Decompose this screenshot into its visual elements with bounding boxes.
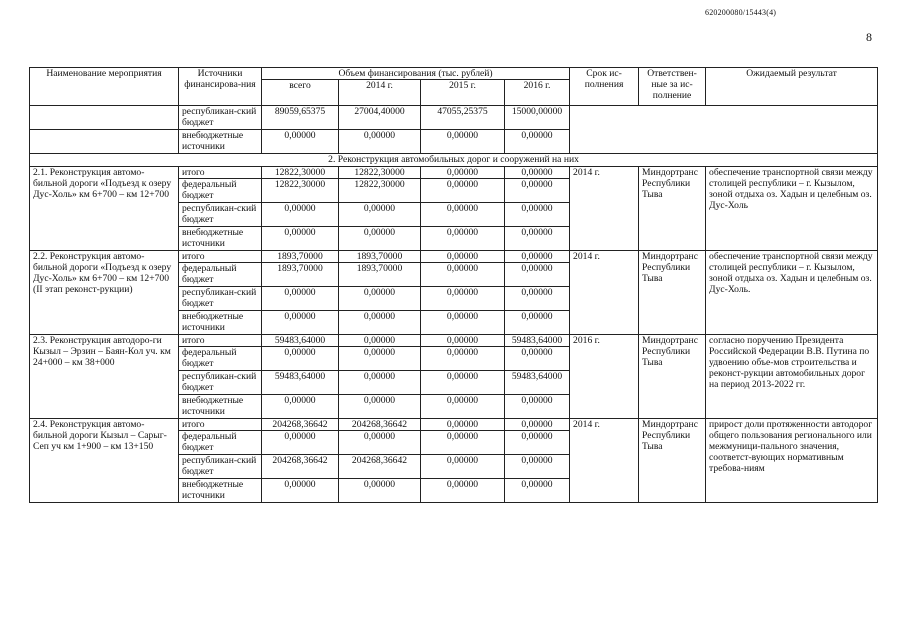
header-sources: Источники финансирова-ния	[179, 68, 262, 106]
empty-cell	[30, 130, 179, 154]
table-row	[30, 106, 878, 130]
total-cell: 0,00000	[262, 287, 339, 311]
year-2015-cell: 0,00000	[421, 431, 505, 455]
result-cell: обеспечение транспортной связи между столицей республики – г. Кызылом, зоной отдыха оз. Хадын и целебным оз. Дус-Холь.	[706, 251, 878, 335]
total-cell: 12822,30000	[262, 179, 339, 203]
year-2016-cell: 0,00000	[505, 203, 570, 227]
deadline-cell: 2014 г.	[570, 251, 639, 335]
source-cell: федеральный бюджет	[179, 431, 262, 455]
total-cell: 204268,36642	[262, 419, 339, 431]
year-2016-cell: 0,00000	[505, 431, 570, 455]
year-2014-cell: 1893,70000	[339, 263, 421, 287]
total-cell: 12822,30000	[262, 167, 339, 179]
year-2016-cell: 59483,64000	[505, 335, 570, 347]
source-cell: итого	[179, 419, 262, 431]
year-2015-cell: 0,00000	[421, 227, 505, 251]
source-cell: итого	[179, 335, 262, 347]
source-cell: внебюджетные источники	[179, 479, 262, 503]
year-2015-cell: 0,00000	[421, 311, 505, 335]
header-2016: 2016 г.	[505, 80, 570, 106]
source-cell: внебюджетные источники	[179, 227, 262, 251]
year-2015-cell: 47055,25375	[421, 106, 505, 130]
year-2015-cell: 0,00000	[421, 395, 505, 419]
total-cell: 89059,65375	[262, 106, 339, 130]
year-2015-cell: 0,00000	[421, 335, 505, 347]
year-2016-cell: 15000,00000	[505, 106, 570, 130]
year-2014-cell: 1893,70000	[339, 251, 421, 263]
year-2014-cell: 27004,40000	[339, 106, 421, 130]
total-cell: 1893,70000	[262, 251, 339, 263]
year-2016-cell: 0,00000	[505, 287, 570, 311]
year-2014-cell: 204268,36642	[339, 455, 421, 479]
source-cell: республикан-ский бюджет	[179, 287, 262, 311]
year-2014-cell: 0,00000	[339, 203, 421, 227]
result-cell: согласно поручению Президента Российской Федерации В.В. Путина по удвоению объе-мов строительства и реконст-рукции автомобильных дорог на период 2013-2022 гг.	[706, 335, 878, 419]
year-2016-cell: 0,00000	[505, 479, 570, 503]
year-2014-cell: 12822,30000	[339, 179, 421, 203]
measure-name: 2.1. Реконструкция автомо-бильной дороги «Подъезд к озеру Дус-Холь» км 6+700 – км 12+700	[30, 167, 179, 251]
financing-table	[29, 67, 878, 503]
deadline-cell: 2014 г.	[570, 167, 639, 251]
header-2015: 2015 г.	[421, 80, 505, 106]
source-cell: республикан-ский бюджет	[179, 455, 262, 479]
year-2014-cell: 0,00000	[339, 287, 421, 311]
year-2014-cell: 0,00000	[339, 371, 421, 395]
year-2014-cell: 0,00000	[339, 395, 421, 419]
year-2015-cell: 0,00000	[421, 455, 505, 479]
year-2014-cell: 204268,36642	[339, 419, 421, 431]
year-2016-cell: 0,00000	[505, 347, 570, 371]
header-responsible: Ответствен-ные за ис-полнение	[639, 68, 706, 106]
responsible-cell: Миндортранс Республики Тыва	[639, 251, 706, 335]
responsible-cell: Миндортранс Республики Тыва	[639, 335, 706, 419]
source-cell: республикан-ский бюджет	[179, 106, 262, 130]
year-2015-cell: 0,00000	[421, 203, 505, 227]
source-cell: республикан-ский бюджет	[179, 203, 262, 227]
year-2016-cell: 0,00000	[505, 311, 570, 335]
deadline-cell: 2014 г.	[570, 419, 639, 503]
page-number: 8	[866, 30, 872, 44]
empty-cell	[30, 106, 179, 130]
year-2015-cell: 0,00000	[421, 263, 505, 287]
source-cell: внебюджетные источники	[179, 130, 262, 154]
table-row	[30, 419, 878, 431]
total-cell: 204268,36642	[262, 455, 339, 479]
year-2016-cell: 0,00000	[505, 419, 570, 431]
total-cell: 0,00000	[262, 203, 339, 227]
source-cell: федеральный бюджет	[179, 263, 262, 287]
year-2014-cell: 0,00000	[339, 227, 421, 251]
header-deadline: Срок ис-полнения	[570, 68, 639, 106]
header-name: Наименование мероприятия	[30, 68, 179, 106]
source-cell: внебюджетные источники	[179, 311, 262, 335]
result-cell: обеспечение транспортной связи между столицей республики – г. Кызылом, зоной отдыха оз. Хадын и целебным оз. Дус-Холь	[706, 167, 878, 251]
year-2016-cell: 0,00000	[505, 167, 570, 179]
responsible-cell: Миндортранс Республики Тыва	[639, 419, 706, 503]
header-volume: Объем финансирования (тыс. рублей)	[262, 68, 570, 80]
total-cell: 0,00000	[262, 479, 339, 503]
source-cell: республикан-ский бюджет	[179, 371, 262, 395]
empty-cell	[570, 106, 878, 154]
total-cell: 59483,64000	[262, 335, 339, 347]
year-2014-cell: 0,00000	[339, 431, 421, 455]
deadline-cell: 2016 г.	[570, 335, 639, 419]
year-2016-cell: 0,00000	[505, 227, 570, 251]
year-2016-cell: 0,00000	[505, 395, 570, 419]
table-row	[30, 335, 878, 347]
measure-name: 2.2. Реконструкция автомо-бильной дороги «Подъезд к озеру Дус-Холь» км 6+700 – км 12+700 (II этап реконст-рукции)	[30, 251, 179, 335]
year-2016-cell: 0,00000	[505, 179, 570, 203]
total-cell: 0,00000	[262, 395, 339, 419]
measure-name: 2.3. Реконструкция автодоро-ги Кызыл – Эрзин – Баян-Кол уч. км 24+000 – км 38+000	[30, 335, 179, 419]
source-cell: внебюджетные источники	[179, 395, 262, 419]
year-2015-cell: 0,00000	[421, 347, 505, 371]
responsible-cell: Миндортранс Республики Тыва	[639, 167, 706, 251]
source-cell: итого	[179, 251, 262, 263]
year-2014-cell: 12822,30000	[339, 167, 421, 179]
total-cell: 0,00000	[262, 347, 339, 371]
header-2014: 2014 г.	[339, 80, 421, 106]
year-2015-cell: 0,00000	[421, 419, 505, 431]
source-cell: федеральный бюджет	[179, 179, 262, 203]
year-2016-cell: 0,00000	[505, 455, 570, 479]
result-cell: прирост доли протяженности автодорог общего пользования регионального или межмуници-пального значения, соответст-вующих нормативным требова-ниям	[706, 419, 878, 503]
table-row	[30, 167, 878, 179]
total-cell: 59483,64000	[262, 371, 339, 395]
year-2015-cell: 0,00000	[421, 251, 505, 263]
header-result: Ожидаемый результат	[706, 68, 878, 106]
total-cell: 1893,70000	[262, 263, 339, 287]
total-cell: 0,00000	[262, 311, 339, 335]
measure-name: 2.4. Реконструкция автомо-бильной дороги Кызыл – Сарыг-Сеп уч км 1+900 – км 13+150	[30, 419, 179, 503]
year-2014-cell: 0,00000	[339, 311, 421, 335]
year-2015-cell: 0,00000	[421, 167, 505, 179]
table-row	[30, 251, 878, 263]
section-title: 2. Реконструкция автомобильных дорог и сооружений на них	[30, 154, 878, 167]
total-cell: 0,00000	[262, 130, 339, 154]
year-2016-cell: 0,00000	[505, 251, 570, 263]
year-2015-cell: 0,00000	[421, 130, 505, 154]
year-2015-cell: 0,00000	[421, 287, 505, 311]
year-2016-cell: 0,00000	[505, 263, 570, 287]
year-2016-cell: 59483,64000	[505, 371, 570, 395]
year-2014-cell: 0,00000	[339, 347, 421, 371]
year-2014-cell: 0,00000	[339, 335, 421, 347]
year-2015-cell: 0,00000	[421, 371, 505, 395]
document-id: 620200080/15443(4)	[705, 8, 777, 17]
year-2014-cell: 0,00000	[339, 130, 421, 154]
source-cell: федеральный бюджет	[179, 347, 262, 371]
year-2014-cell: 0,00000	[339, 479, 421, 503]
source-cell: итого	[179, 167, 262, 179]
header-total: всего	[262, 80, 339, 106]
section-row	[30, 154, 878, 167]
total-cell: 0,00000	[262, 431, 339, 455]
total-cell: 0,00000	[262, 227, 339, 251]
year-2015-cell: 0,00000	[421, 479, 505, 503]
year-2015-cell: 0,00000	[421, 179, 505, 203]
year-2016-cell: 0,00000	[505, 130, 570, 154]
